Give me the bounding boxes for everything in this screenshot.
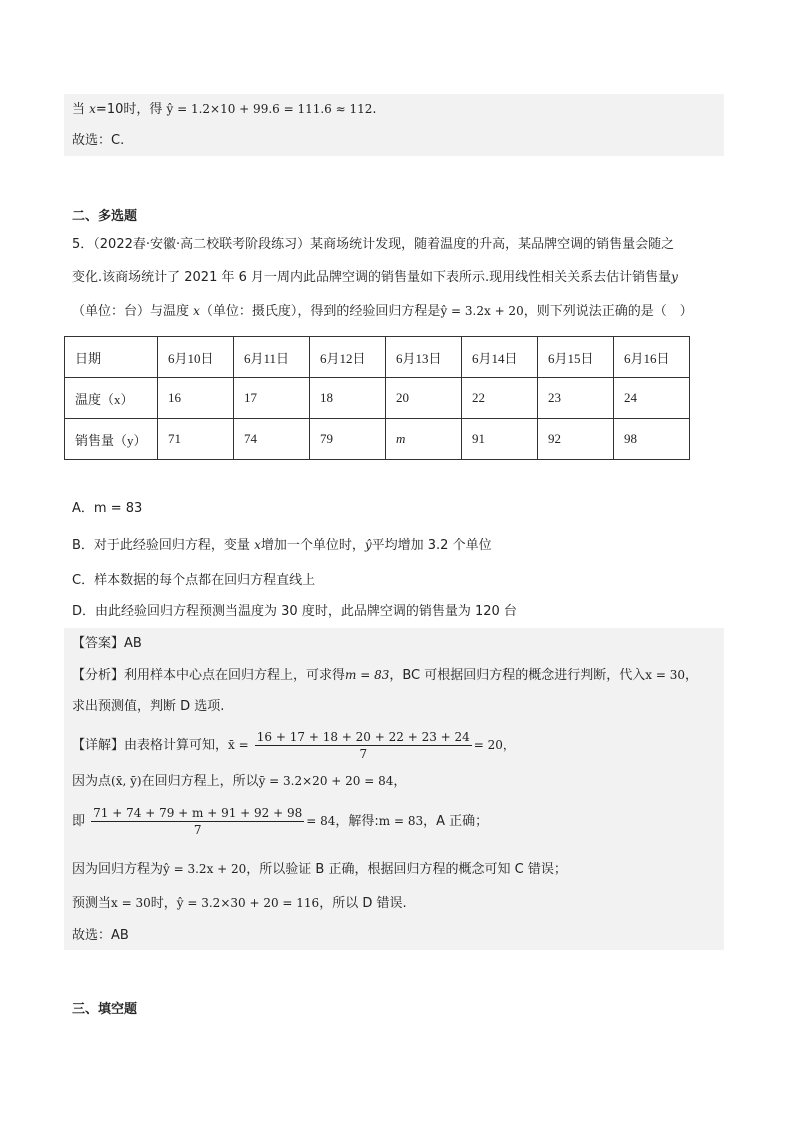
table-cell: m [386,419,462,460]
question-text-line-3: （单位：台）与温度 x（单位：摄氏度），得到的经验回归方程是ŷ = 3.2x + 20，则下列说法正确的是（ ） [72,304,693,319]
table-cell: 6月16日 [614,337,690,378]
table-cell: 6月12日 [310,337,386,378]
solution-line-1: 当 x=10时，得 ŷ = 1.2×10 + 99.6 = 111.6 ≈ 112. [72,102,377,117]
option-c: C．样本数据的每个点都在回归方程直线上 [72,573,316,588]
table-cell: 74 [234,419,310,460]
table-row [65,337,690,378]
table-cell: 6月13日 [386,337,462,378]
table-cell: 98 [614,419,690,460]
table-cell: 16 [158,378,234,419]
section-heading-multi-choice: 二、多选题 [72,209,138,224]
analysis-line-1: 【分析】利用样本中心点在回归方程上，可求得m = 83，BC 可根据回归方程的概念进行判断，代入x = 30， [72,668,699,683]
solution-line-2: 故选：C. [72,133,125,148]
table-cell: 销售量（y） [65,419,158,460]
answer-line: 【答案】AB [72,636,142,651]
question-text-line-2: 变化.该商场统计了 2021 年 6 月一周内此品牌空调的销售量如下表所示.现用线性相关关系去估计销售量y [72,270,678,285]
section-heading-fill-blank: 三、填空题 [72,1002,138,1017]
table-cell: 71 [158,419,234,460]
table-cell: 91 [462,419,538,460]
table-cell: 温度（x） [65,378,158,419]
fraction-mean-x: $\frac{16 + 17 + 18 + 20 + 22 + 23 + 24}{7}$ [256,730,470,761]
table-cell: 79 [310,419,386,460]
final-answer-line: 故选：AB [72,928,129,943]
table-cell: 日期 [65,337,158,378]
detail-line-1: 【详解】由表格计算可知，x̄ = $\frac{16 + 17 + 18 + 20 + 22 + 23 + 24}{7}$ = 20， [72,730,515,761]
table-cell: 22 [462,378,538,419]
question-text-line-1: 5．（2022春·安徽·高二校联考阶段练习）某商场统计发现，随着温度的升高，某品牌空调的销售量会随之 [72,237,675,252]
option-a: A．m = 83 [72,501,143,516]
option-b: B．对于此经验回归方程，变量 x增加一个单位时，ŷ平均增加 3.2 个单位 [72,538,492,553]
detail-line-5: 预测当x = 30时，ŷ = 3.2×30 + 20 = 116，所以 D 错误. [72,896,407,911]
fraction-mean-y: $\frac{71 + 74 + 79 + m + 91 + 92 + 98}{7}$ [93,806,303,837]
table-cell: 6月15日 [538,337,614,378]
table-cell: 20 [386,378,462,419]
sales-data-table [64,336,690,460]
option-d: D．由此经验回归方程预测当温度为 30 度时，此品牌空调的销售量为 120 台 [72,604,517,619]
table-cell: 17 [234,378,310,419]
detail-line-2: 因为点(x̄, ȳ)在回归方程上，所以ȳ = 3.2×20 + 20 = 84， [72,774,407,789]
table-row [65,419,690,460]
detail-line-4: 因为回归方程为ŷ = 3.2x + 20，所以验证 B 正确，根据回归方程的概念可知 C 错误； [72,862,567,877]
table-cell: 92 [538,419,614,460]
table-cell: 23 [538,378,614,419]
detail-line-3: 即 $\frac{71 + 74 + 79 + m + 91 + 92 + 98}{7}$ = 84，解得:m = 83，A 正确； [72,806,489,837]
analysis-line-2: 求出预测值，判断 D 选项. [72,699,225,714]
table-cell: 6月14日 [462,337,538,378]
table-cell: 6月10日 [158,337,234,378]
table-cell: 18 [310,378,386,419]
table-cell: 24 [614,378,690,419]
table-row [65,378,690,419]
table-cell: 6月11日 [234,337,310,378]
